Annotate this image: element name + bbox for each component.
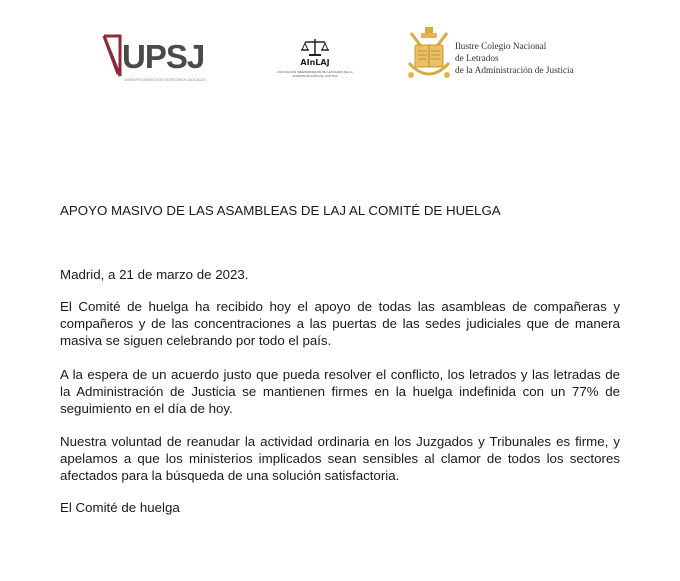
colegio-logo bbox=[405, 25, 595, 87]
logo-header bbox=[0, 0, 680, 110]
document-date: Madrid, a 21 de marzo de 2023. bbox=[60, 267, 249, 282]
upsj-subtitle: UNIÓN PROGRESISTA DE SECRETARIOS JUDICIALES bbox=[124, 78, 206, 82]
document-title: APOYO MASIVO DE LAS ASAMBLEAS DE LAJ AL COMITÉ DE HUELGA bbox=[60, 203, 501, 218]
paragraph: El Comité de huelga ha recibido hoy el apoyo de todas las asambleas de compañeras y compañeros y de las concentraciones a las puertas de las sedes judiciales que de manera masiva se siguen celebrando por todo el país. bbox=[60, 299, 620, 348]
upsj-wordmark: UPSJ bbox=[122, 38, 205, 75]
paragraph: Nuestra voluntad de reanudar la actividad ordinaria en los Juzgados y Tribunales es firme, y apelamos a que los ministerios implicados sean sensibles al clamor de todos los sectores afectados para la búsqueda de una solución satisfactoria. bbox=[60, 434, 620, 483]
ainlaj-wordmark: AInLAJ bbox=[300, 58, 330, 67]
ainlaj-subtitle: ASOCIACIÓN INDEPENDIENTE DE LETRADOS DE LA ADMINISTRACIÓN DE JUSTICIA bbox=[277, 70, 353, 78]
upsj-logo bbox=[100, 30, 210, 90]
colegio-line: de la Administración de Justicia bbox=[455, 66, 574, 76]
ainlaj-logo bbox=[265, 36, 365, 86]
paragraph: A la espera de un acuerdo justo que pueda resolver el conflicto, los letrados y las letradas de la Administración de Justicia se mantienen firmes en la huelga indefinida con un 77% de seguimiento en el día de hoy. bbox=[60, 367, 620, 416]
signature: El Comité de huelga bbox=[60, 500, 180, 515]
colegio-line: Ilustre Colegio Nacional bbox=[455, 42, 547, 52]
colegio-name bbox=[455, 41, 605, 77]
colegio-crest-icon bbox=[405, 25, 453, 87]
scales-icon bbox=[265, 36, 365, 58]
colegio-line: de Letrados bbox=[455, 54, 499, 64]
